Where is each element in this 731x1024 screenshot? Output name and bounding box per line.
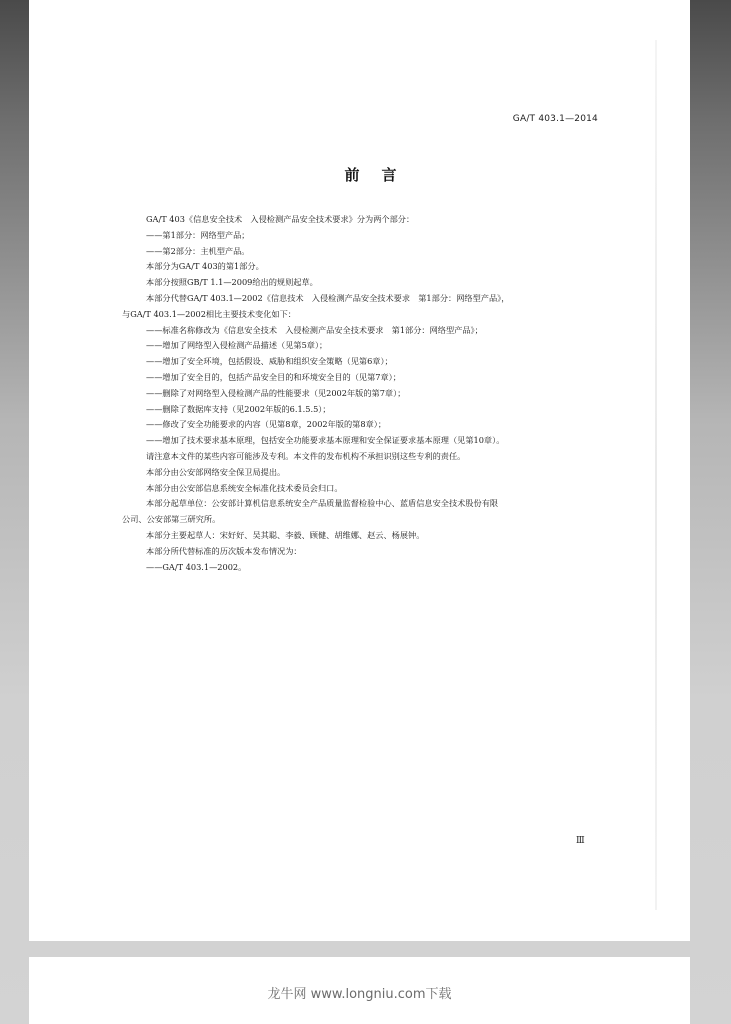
footer-bar [29,957,690,1024]
foreword-body [122,212,602,575]
body-line: 本部分起草单位：公安部计算机信息系统安全产品质量监督检验中心、蓝盾信息安全技术股份有限 [146,498,499,509]
body-line: ——标准名称修改为《信息安全技术 入侵检测产品安全技术要求 第1部分：网络型产品》； [146,324,483,335]
footer-watermark: 龙牛网 www.longniu.com下载 [267,987,452,1002]
page-title: 前言 [344,166,419,184]
body-line: ——删除了数据库支持（见2002年版的6.1.5.5）； [146,403,331,414]
body-line: 公司、公安部第三研究所。 [122,514,221,525]
body-line: 本部分由公安部网络安全保卫局提出。 [146,466,286,477]
body-line: 本部分所代替标准的历次版本发布情况为： [146,545,302,556]
body-line: ——增加了安全环境，包括假设、威胁和组织安全策略（见第6章）； [146,356,393,367]
body-line: ——增加了网络型入侵检测产品描述（见第5章）； [146,340,328,351]
document-code: GA/T 403.1—2014 [512,114,598,124]
body-line: 本部分由公安部信息系统安全标准化技术委员会归口。 [146,482,343,493]
body-line: ——增加了技术要求基本原理，包括安全功能要求基本原理和安全保证要求基本原理（见第10章）。 [146,435,505,446]
body-line: 与GA/T 403.1—2002相比主要技术变化如下： [122,308,296,319]
body-line: ——第1部分：网络型产品； [146,229,250,240]
body-line: ——第2部分：主机型产品。 [146,245,250,256]
body-line: 本部分按照GB/T 1.1—2009给出的规则起草。 [146,277,318,288]
page-number: Ⅲ [576,836,585,846]
document-page [29,0,690,941]
body-line: ——增加了安全目的，包括产品安全目的和环境安全目的（见第7章）； [146,371,401,382]
body-line: 本部分主要起草人：宋好好、吴其聪、李毅、顾健、胡维娜、赵云、杨展钟。 [146,529,425,540]
body-line: 本部分为GA/T 403的第1部分。 [146,261,264,272]
body-line: 本部分代替GA/T 403.1—2002《信息技术 入侵检测产品安全技术要求 第1部分：网络型产品》， [146,292,510,303]
body-line: ——删除了对网络型入侵检测产品的性能要求（见2002年版的第7章）； [146,387,406,398]
body-line: ——修改了安全功能要求的内容（见第8章，2002年版的第8章）； [146,419,387,430]
body-line: ——GA/T 403.1—2002。 [146,561,247,572]
body-line: GA/T 403《信息安全技术 入侵检测产品安全技术要求》分为两个部分： [146,214,415,224]
body-line: 请注意本文件的某些内容可能涉及专利。本文件的发布机构不承担识别这些专利的责任。 [146,450,466,461]
